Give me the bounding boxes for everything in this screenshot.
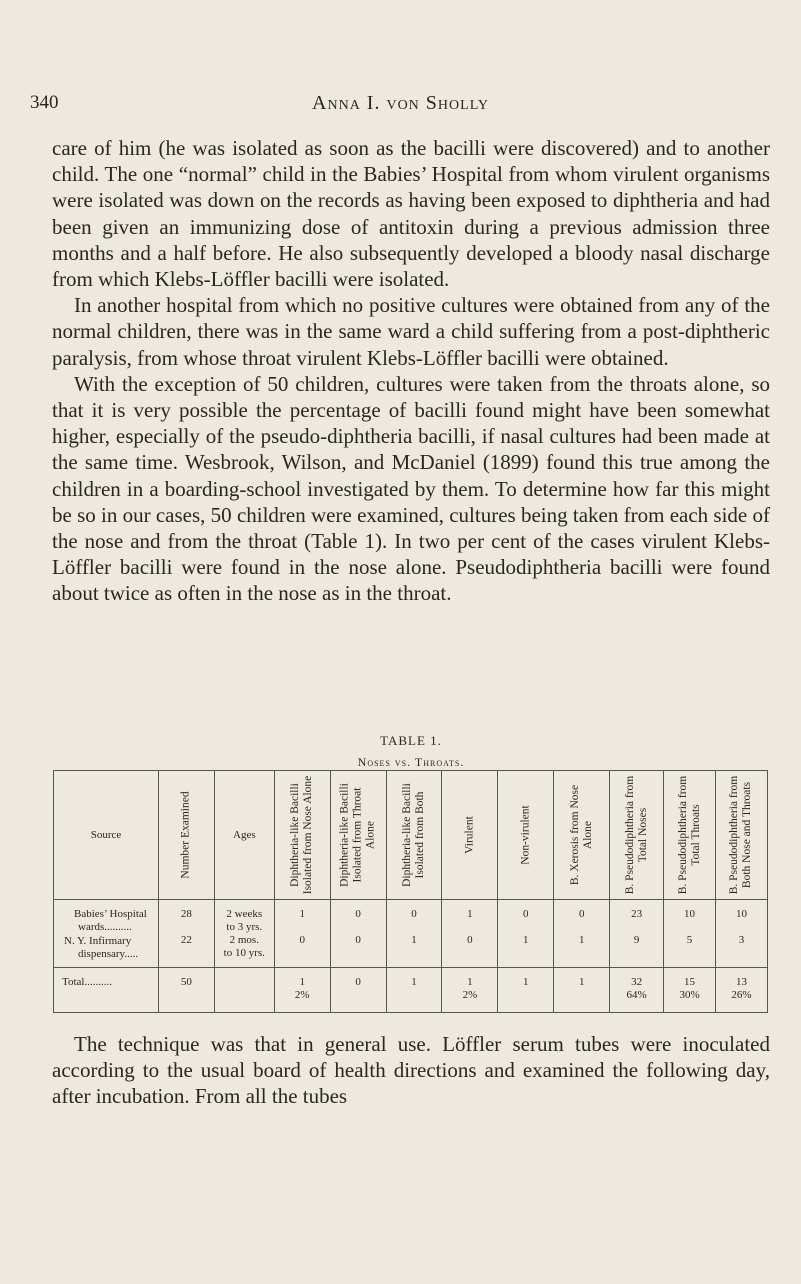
total-cell bbox=[554, 968, 610, 1013]
col-header-text: B. Xerosis from Nose Alone bbox=[568, 784, 594, 886]
source-label: N. Y. Infirmary bbox=[64, 935, 132, 947]
col-header-text: B. Pseudodiphtheria from Total Throats bbox=[676, 775, 702, 895]
col-header-non-virulent bbox=[498, 771, 554, 900]
cell-value: 0 bbox=[467, 934, 473, 946]
cell-value: 15 bbox=[684, 976, 696, 988]
cell-value: to 3 yrs. bbox=[226, 921, 263, 933]
cell-value: 0 bbox=[299, 934, 305, 946]
cell-value: 13 bbox=[735, 976, 747, 988]
table-title: Noses vs. Throats. bbox=[357, 755, 465, 769]
cell-value: 0 bbox=[411, 908, 417, 920]
col-header-text: Non-virulent bbox=[519, 805, 532, 865]
col-header-text: B. Pseudodiphtheria from Total Noses bbox=[623, 775, 649, 895]
paragraph-4: The technique was that in general use. Löffler serum tubes were inoculated according to the usual board of health directions and examined the following day, after incubation. From all the tubes bbox=[52, 1032, 770, 1109]
table-header-row bbox=[54, 771, 768, 900]
value-cell bbox=[330, 900, 386, 968]
table-label: TABLE 1. bbox=[380, 733, 442, 748]
total-cell bbox=[664, 968, 716, 1013]
percent-value: 30% bbox=[679, 989, 700, 1001]
col-header-number-examined bbox=[158, 771, 214, 900]
cell-value: 23 bbox=[631, 908, 643, 920]
table-caption bbox=[52, 733, 770, 770]
col-header-text: Diphtheria-like Bacilli Isolated from Both bbox=[401, 783, 426, 887]
table-row bbox=[54, 900, 768, 968]
total-cell bbox=[330, 968, 386, 1013]
cell-value: 3 bbox=[738, 934, 745, 946]
cell-value: 1 bbox=[411, 976, 417, 988]
col-header-pseudo-throats bbox=[664, 771, 716, 900]
ages-cell bbox=[214, 900, 274, 968]
bottom-text bbox=[52, 1031, 770, 1110]
cell-value: 1 bbox=[467, 976, 473, 988]
percent-value: 64% bbox=[626, 989, 647, 1001]
col-header-source: Source bbox=[54, 771, 159, 900]
col-header-text: Diphtheria-like Bacilli Isolated from Nose Alone bbox=[289, 775, 315, 895]
col-header-text: Number Examined bbox=[179, 791, 192, 879]
cell-value: 2 mos. bbox=[229, 934, 259, 946]
percent-value: 2% bbox=[462, 989, 478, 1001]
total-cell bbox=[386, 968, 442, 1013]
source-label: dispensary..... bbox=[78, 948, 139, 960]
cell-value: 10 bbox=[684, 908, 696, 920]
col-header-throat-alone bbox=[330, 771, 386, 900]
col-header-text: B. Pseudodiphtheria from Both Nose and Throats bbox=[728, 775, 754, 895]
cell-value: 1 bbox=[578, 976, 585, 988]
value-cell bbox=[554, 900, 610, 968]
cell-value: 5 bbox=[686, 934, 693, 946]
source-label: Babies’ Hospital bbox=[74, 908, 147, 920]
cell-value: 32 bbox=[631, 976, 643, 988]
cell-value: 0 bbox=[355, 976, 361, 988]
total-ages bbox=[214, 968, 274, 1013]
value-cell bbox=[442, 900, 498, 968]
value-cell bbox=[386, 900, 442, 968]
cell-value: 22 bbox=[180, 934, 192, 946]
col-header-both bbox=[386, 771, 442, 900]
body-text bbox=[52, 135, 770, 607]
paragraph-2: In another hospital from which no positive cultures were obtained from any of the normal children, there was in the same ward a child suffering from a post-diphtheric paralysis, from whose throat virulent Klebs-Löffler bacilli were obtained. bbox=[52, 293, 770, 370]
paragraph-1: care of him (he was isolated as soon as the bacilli were discovered) and to another child. The one “normal” child in the Babies’ Hospital from whom virulent organisms were isolated was down on the records as having been exposed to diphtheria and had been given an immunizing dose of antitoxin during a previous admission three months and a half before. He also subsequently developed a bloody nasal discharge from which Klebs-Löffler bacilli were isolated. bbox=[52, 136, 770, 292]
percent-value: 26% bbox=[731, 989, 752, 1001]
total-cell bbox=[610, 968, 664, 1013]
cell-value: 1 bbox=[523, 934, 529, 946]
cell-value: 1 bbox=[299, 976, 305, 988]
col-header-ages: Ages bbox=[214, 771, 274, 900]
value-cell bbox=[498, 900, 554, 968]
col-header-text: Virulent bbox=[463, 816, 476, 854]
total-cell bbox=[498, 968, 554, 1013]
total-label: Total.......... bbox=[54, 968, 159, 1013]
cell-value: 1 bbox=[523, 976, 529, 988]
cell-value: 0 bbox=[355, 908, 361, 920]
source-label: wards.......... bbox=[78, 921, 132, 933]
number-cell bbox=[158, 900, 214, 968]
value-cell bbox=[664, 900, 716, 968]
cell-value: 1 bbox=[578, 934, 585, 946]
col-header-text: Diphtheria-like Bacilli Isolated from Throat Alone bbox=[338, 783, 377, 887]
cell-value: 0 bbox=[578, 908, 585, 920]
running-head: Anna I. von Sholly bbox=[312, 92, 489, 114]
cell-value: 0 bbox=[355, 934, 361, 946]
value-cell bbox=[274, 900, 330, 968]
total-cell bbox=[715, 968, 767, 1013]
col-header-pseudo-both bbox=[715, 771, 767, 900]
total-number: 50 bbox=[158, 968, 214, 1013]
noses-vs-throats-table bbox=[53, 770, 768, 1013]
source-cell bbox=[54, 900, 159, 968]
col-header-xerosis bbox=[554, 771, 610, 900]
cell-value: 10 bbox=[735, 908, 747, 920]
cell-value: to 10 yrs. bbox=[223, 947, 265, 959]
paragraph-3: With the exception of 50 children, cultures were taken from the throats alone, so that it is very possible the percentage of bacilli found might have been somewhat higher, especially of the pseudo-diphtheria bacilli, if nasal cultures had been made at the same time. Wesbrook, Wilson, and McDaniel (1899) found this true among the children in a boarding-school investigated by them. To determine how far this might be so in our cases, 50 children were examined, cultures being taken from each side of the nose and from the throat (Table 1). In two per cent of the cases virulent Klebs-Löffler bacilli were found in the nose alone. Pseudodiphtheria bacilli were found about twice as often in the nose as in the throat. bbox=[52, 371, 770, 606]
value-cell bbox=[610, 900, 664, 968]
col-header-nose-alone bbox=[274, 771, 330, 900]
total-cell bbox=[442, 968, 498, 1013]
cell-value: 0 bbox=[523, 908, 529, 920]
cell-value: 2 weeks bbox=[226, 908, 263, 920]
table-total-row bbox=[54, 968, 768, 1013]
page-header bbox=[30, 92, 771, 122]
col-header-pseudo-noses bbox=[610, 771, 664, 900]
percent-value: 2% bbox=[294, 989, 310, 1001]
col-header-virulent bbox=[442, 771, 498, 900]
cell-value: 1 bbox=[411, 934, 417, 946]
cell-value: 1 bbox=[467, 908, 473, 920]
total-cell bbox=[274, 968, 330, 1013]
cell-value: 1 bbox=[299, 908, 305, 920]
cell-value: 9 bbox=[633, 934, 640, 946]
page-number: 340 bbox=[30, 92, 59, 113]
cell-value: 28 bbox=[180, 908, 192, 920]
value-cell bbox=[715, 900, 767, 968]
